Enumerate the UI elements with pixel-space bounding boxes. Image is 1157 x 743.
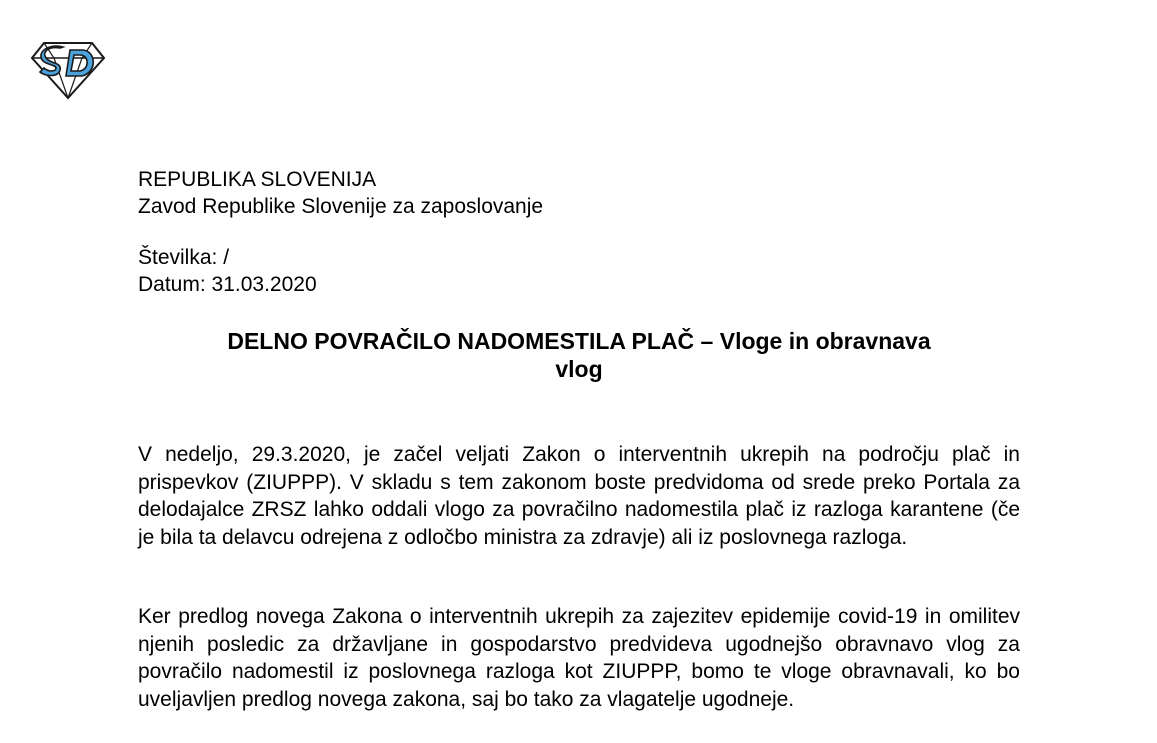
- document-number: Številka: /: [138, 246, 230, 269]
- document-date: Datum: 31.03.2020: [138, 273, 317, 296]
- header-country: REPUBLIKA SLOVENIJA: [138, 168, 377, 191]
- body-paragraph-2: Ker predlog novega Zakona o interventnih ukrepih za zajezitev epidemije covid-19 in omilitev njenih posledic za državljane in gospodarstvo predvideva ugodnejšo obravnavo vlog za povračilo nadomestil iz poslovnega razloga kot ZIUPPP, bomo te vloge obravnavali, ko bo uveljavljen predlog novega zakona, saj bo tako za vlagatelje ugodneje.: [138, 605, 1020, 711]
- header-institution: Zavod Republike Slovenije za zaposlovanje: [138, 195, 544, 218]
- document-meta: [138, 244, 317, 298]
- document-title: [138, 327, 1020, 383]
- title-line-1: DELNO POVRAČILO NADOMESTILA PLAČ – Vloge in obravnava: [227, 328, 931, 354]
- document-header: [138, 166, 543, 220]
- sd-diamond-logo-icon: [30, 40, 106, 100]
- body-paragraph-1: V nedeljo, 29.3.2020, je začel veljati Zakon o interventnih ukrepih na področju plač in prispevkov (ZIUPPP). V skladu s tem zakonom boste predvidoma od srede preko Portala za delodajalce ZRSZ lahko oddali vlogo za povračilno nadomestila plač iz razloga karantene (če je bila ta delavcu odrejena z odločbo ministra za zdravje) ali iz poslovnega razloga.: [138, 443, 1020, 549]
- title-line-2: vlog: [555, 356, 603, 382]
